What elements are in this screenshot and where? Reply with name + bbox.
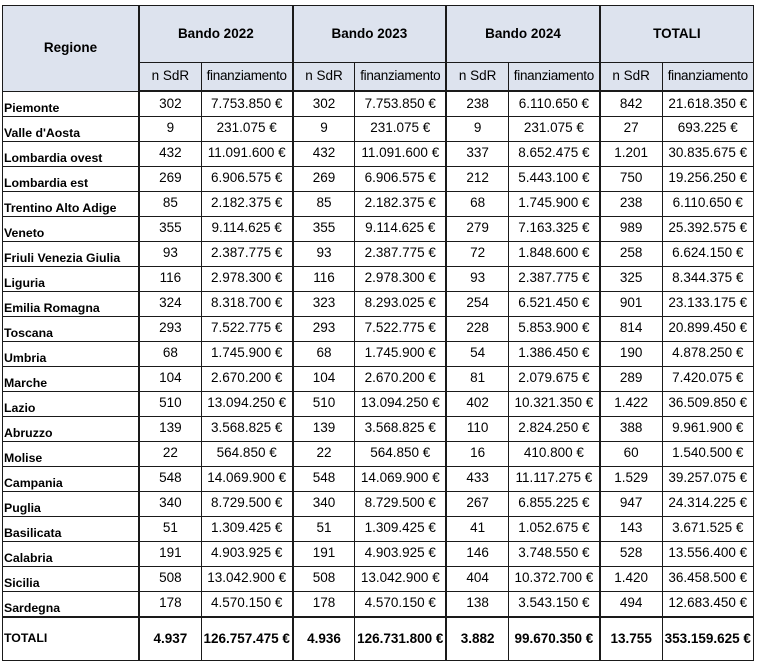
cell-n-sdr: 54 bbox=[446, 341, 508, 366]
cell-finanziamento: 4.570.150 € bbox=[201, 591, 292, 617]
cell-n-sdr: 508 bbox=[293, 566, 355, 591]
cell-n-sdr: 22 bbox=[293, 441, 355, 466]
region-name: Veneto bbox=[3, 216, 140, 241]
cell-n-sdr: 433 bbox=[446, 466, 508, 491]
cell-n-sdr: 72 bbox=[446, 241, 508, 266]
cell-n-sdr: 85 bbox=[293, 191, 355, 216]
subheader-finanziamento: finanziamento bbox=[662, 63, 753, 92]
region-name: Trentino Alto Adige bbox=[3, 191, 140, 216]
cell-finanziamento: 36.458.500 € bbox=[662, 566, 753, 591]
cell-finanziamento: 7.753.850 € bbox=[355, 91, 446, 116]
total-cell: 13.755 bbox=[600, 617, 662, 661]
cell-n-sdr: 355 bbox=[139, 216, 201, 241]
cell-n-sdr: 293 bbox=[139, 316, 201, 341]
table-row bbox=[3, 216, 754, 241]
cell-finanziamento: 6.110.650 € bbox=[662, 191, 753, 216]
cell-n-sdr: 191 bbox=[293, 541, 355, 566]
cell-n-sdr: 510 bbox=[139, 391, 201, 416]
cell-finanziamento: 11.117.275 € bbox=[508, 466, 599, 491]
subheader-finanziamento: finanziamento bbox=[355, 63, 446, 92]
cell-n-sdr: 508 bbox=[139, 566, 201, 591]
cell-n-sdr: 116 bbox=[293, 266, 355, 291]
subheader-finanziamento: finanziamento bbox=[201, 63, 292, 92]
region-name: Sardegna bbox=[3, 591, 140, 617]
cell-n-sdr: 404 bbox=[446, 566, 508, 591]
cell-n-sdr: 41 bbox=[446, 516, 508, 541]
cell-finanziamento: 1.745.900 € bbox=[508, 191, 599, 216]
cell-finanziamento: 6.906.575 € bbox=[355, 166, 446, 191]
cell-n-sdr: 85 bbox=[139, 191, 201, 216]
cell-finanziamento: 14.069.900 € bbox=[201, 466, 292, 491]
region-name: Lombardia ovest bbox=[3, 141, 140, 166]
cell-finanziamento: 3.543.150 € bbox=[508, 591, 599, 617]
cell-finanziamento: 5.443.100 € bbox=[508, 166, 599, 191]
cell-n-sdr: 510 bbox=[293, 391, 355, 416]
region-name: Basilicata bbox=[3, 516, 140, 541]
cell-n-sdr: 9 bbox=[139, 116, 201, 141]
cell-n-sdr: 16 bbox=[446, 441, 508, 466]
table-row bbox=[3, 141, 754, 166]
cell-n-sdr: 191 bbox=[139, 541, 201, 566]
cell-n-sdr: 548 bbox=[293, 466, 355, 491]
cell-n-sdr: 279 bbox=[446, 216, 508, 241]
cell-n-sdr: 68 bbox=[293, 341, 355, 366]
cell-finanziamento: 19.256.250 € bbox=[662, 166, 753, 191]
table-row bbox=[3, 591, 754, 617]
cell-finanziamento: 13.042.900 € bbox=[201, 566, 292, 591]
table-row bbox=[3, 466, 754, 491]
cell-n-sdr: 51 bbox=[293, 516, 355, 541]
cell-n-sdr: 1.420 bbox=[600, 566, 662, 591]
cell-finanziamento: 1.540.500 € bbox=[662, 441, 753, 466]
cell-n-sdr: 432 bbox=[139, 141, 201, 166]
table-row bbox=[3, 416, 754, 441]
cell-n-sdr: 432 bbox=[293, 141, 355, 166]
cell-finanziamento: 6.110.650 € bbox=[508, 91, 599, 116]
cell-finanziamento: 5.853.900 € bbox=[508, 316, 599, 341]
subheader-n-sdr: n SdR bbox=[293, 63, 355, 92]
table-row bbox=[3, 316, 754, 341]
cell-n-sdr: 116 bbox=[139, 266, 201, 291]
region-name: Molise bbox=[3, 441, 140, 466]
total-cell: 99.670.350 € bbox=[508, 617, 599, 661]
cell-n-sdr: 269 bbox=[293, 166, 355, 191]
cell-finanziamento: 7.522.775 € bbox=[355, 316, 446, 341]
cell-n-sdr: 212 bbox=[446, 166, 508, 191]
totals-row bbox=[3, 617, 754, 661]
cell-n-sdr: 388 bbox=[600, 416, 662, 441]
cell-finanziamento: 1.848.600 € bbox=[508, 241, 599, 266]
cell-finanziamento: 3.671.525 € bbox=[662, 516, 753, 541]
region-name: Emilia Romagna bbox=[3, 291, 140, 316]
cell-n-sdr: 269 bbox=[139, 166, 201, 191]
cell-n-sdr: 81 bbox=[446, 366, 508, 391]
cell-n-sdr: 68 bbox=[446, 191, 508, 216]
cell-finanziamento: 4.903.925 € bbox=[355, 541, 446, 566]
cell-n-sdr: 178 bbox=[293, 591, 355, 617]
table-row bbox=[3, 341, 754, 366]
region-name: Liguria bbox=[3, 266, 140, 291]
table-body bbox=[3, 91, 754, 617]
cell-finanziamento: 13.556.400 € bbox=[662, 541, 753, 566]
totals-label: TOTALI bbox=[3, 617, 140, 661]
cell-n-sdr: 238 bbox=[446, 91, 508, 116]
cell-finanziamento: 2.670.200 € bbox=[201, 366, 292, 391]
header-bando-2024: Bando 2024 bbox=[446, 6, 600, 63]
cell-finanziamento: 8.293.025 € bbox=[355, 291, 446, 316]
table-row bbox=[3, 391, 754, 416]
total-cell: 3.882 bbox=[446, 617, 508, 661]
total-cell: 126.757.475 € bbox=[201, 617, 292, 661]
cell-finanziamento: 2.387.775 € bbox=[201, 241, 292, 266]
cell-n-sdr: 93 bbox=[139, 241, 201, 266]
cell-finanziamento: 20.899.450 € bbox=[662, 316, 753, 341]
subheader-finanziamento: finanziamento bbox=[508, 63, 599, 92]
cell-n-sdr: 355 bbox=[293, 216, 355, 241]
cell-finanziamento: 1.745.900 € bbox=[355, 341, 446, 366]
table-row bbox=[3, 166, 754, 191]
cell-finanziamento: 21.618.350 € bbox=[662, 91, 753, 116]
cell-n-sdr: 60 bbox=[600, 441, 662, 466]
cell-n-sdr: 289 bbox=[600, 366, 662, 391]
region-name: Abruzzo bbox=[3, 416, 140, 441]
cell-n-sdr: 323 bbox=[293, 291, 355, 316]
cell-n-sdr: 842 bbox=[600, 91, 662, 116]
cell-n-sdr: 750 bbox=[600, 166, 662, 191]
cell-n-sdr: 528 bbox=[600, 541, 662, 566]
cell-finanziamento: 6.624.150 € bbox=[662, 241, 753, 266]
cell-finanziamento: 1.309.425 € bbox=[201, 516, 292, 541]
cell-finanziamento: 2.079.675 € bbox=[508, 366, 599, 391]
table-row bbox=[3, 516, 754, 541]
total-cell: 126.731.800 € bbox=[355, 617, 446, 661]
total-cell: 4.936 bbox=[293, 617, 355, 661]
cell-n-sdr: 238 bbox=[600, 191, 662, 216]
cell-finanziamento: 6.521.450 € bbox=[508, 291, 599, 316]
cell-n-sdr: 340 bbox=[293, 491, 355, 516]
region-name: Umbria bbox=[3, 341, 140, 366]
table-row bbox=[3, 91, 754, 116]
cell-finanziamento: 11.091.600 € bbox=[355, 141, 446, 166]
cell-finanziamento: 9.114.625 € bbox=[201, 216, 292, 241]
cell-finanziamento: 36.509.850 € bbox=[662, 391, 753, 416]
cell-finanziamento: 564.850 € bbox=[201, 441, 292, 466]
cell-n-sdr: 138 bbox=[446, 591, 508, 617]
cell-finanziamento: 25.392.575 € bbox=[662, 216, 753, 241]
cell-finanziamento: 24.314.225 € bbox=[662, 491, 753, 516]
cell-n-sdr: 267 bbox=[446, 491, 508, 516]
header-bando-2022: Bando 2022 bbox=[139, 6, 293, 63]
cell-n-sdr: 104 bbox=[139, 366, 201, 391]
total-cell: 4.937 bbox=[139, 617, 201, 661]
region-name: Lombardia est bbox=[3, 166, 140, 191]
cell-finanziamento: 4.903.925 € bbox=[201, 541, 292, 566]
cell-finanziamento: 3.748.550 € bbox=[508, 541, 599, 566]
cell-n-sdr: 258 bbox=[600, 241, 662, 266]
region-name: Friuli Venezia Giulia bbox=[3, 241, 140, 266]
cell-finanziamento: 8.344.375 € bbox=[662, 266, 753, 291]
cell-finanziamento: 8.652.475 € bbox=[508, 141, 599, 166]
funding-table bbox=[2, 5, 754, 661]
table-row bbox=[3, 266, 754, 291]
cell-n-sdr: 402 bbox=[446, 391, 508, 416]
cell-n-sdr: 9 bbox=[293, 116, 355, 141]
cell-n-sdr: 325 bbox=[600, 266, 662, 291]
cell-n-sdr: 93 bbox=[446, 266, 508, 291]
cell-finanziamento: 23.133.175 € bbox=[662, 291, 753, 316]
cell-n-sdr: 146 bbox=[446, 541, 508, 566]
cell-finanziamento: 2.978.300 € bbox=[201, 266, 292, 291]
table-footer bbox=[3, 617, 754, 661]
subheader-n-sdr: n SdR bbox=[600, 63, 662, 92]
cell-n-sdr: 989 bbox=[600, 216, 662, 241]
header-bando-2023: Bando 2023 bbox=[293, 6, 447, 63]
cell-finanziamento: 1.745.900 € bbox=[201, 341, 292, 366]
cell-finanziamento: 10.321.350 € bbox=[508, 391, 599, 416]
region-name: Puglia bbox=[3, 491, 140, 516]
table-row bbox=[3, 541, 754, 566]
cell-n-sdr: 293 bbox=[293, 316, 355, 341]
cell-finanziamento: 4.570.150 € bbox=[355, 591, 446, 617]
cell-n-sdr: 93 bbox=[293, 241, 355, 266]
cell-n-sdr: 302 bbox=[139, 91, 201, 116]
subheader-n-sdr: n SdR bbox=[139, 63, 201, 92]
cell-finanziamento: 2.182.375 € bbox=[355, 191, 446, 216]
cell-finanziamento: 231.075 € bbox=[201, 116, 292, 141]
cell-finanziamento: 8.318.700 € bbox=[201, 291, 292, 316]
region-name: Calabria bbox=[3, 541, 140, 566]
region-name: Piemonte bbox=[3, 91, 140, 116]
cell-finanziamento: 2.387.775 € bbox=[355, 241, 446, 266]
cell-finanziamento: 2.670.200 € bbox=[355, 366, 446, 391]
cell-finanziamento: 7.420.075 € bbox=[662, 366, 753, 391]
cell-finanziamento: 11.091.600 € bbox=[201, 141, 292, 166]
cell-n-sdr: 190 bbox=[600, 341, 662, 366]
table-row bbox=[3, 491, 754, 516]
cell-finanziamento: 9.961.900 € bbox=[662, 416, 753, 441]
cell-finanziamento: 1.386.450 € bbox=[508, 341, 599, 366]
cell-finanziamento: 30.835.675 € bbox=[662, 141, 753, 166]
cell-finanziamento: 7.753.850 € bbox=[201, 91, 292, 116]
subheader-n-sdr: n SdR bbox=[446, 63, 508, 92]
cell-finanziamento: 13.042.900 € bbox=[355, 566, 446, 591]
header-regione: Regione bbox=[3, 6, 140, 92]
cell-finanziamento: 6.906.575 € bbox=[201, 166, 292, 191]
table-row bbox=[3, 566, 754, 591]
cell-n-sdr: 143 bbox=[600, 516, 662, 541]
cell-n-sdr: 22 bbox=[139, 441, 201, 466]
cell-finanziamento: 4.878.250 € bbox=[662, 341, 753, 366]
cell-finanziamento: 14.069.900 € bbox=[355, 466, 446, 491]
cell-n-sdr: 494 bbox=[600, 591, 662, 617]
table-header bbox=[3, 6, 754, 92]
cell-n-sdr: 1.201 bbox=[600, 141, 662, 166]
region-name: Valle d'Aosta bbox=[3, 116, 140, 141]
cell-finanziamento: 693.225 € bbox=[662, 116, 753, 141]
cell-finanziamento: 8.729.500 € bbox=[355, 491, 446, 516]
cell-finanziamento: 410.800 € bbox=[508, 441, 599, 466]
cell-finanziamento: 2.387.775 € bbox=[508, 266, 599, 291]
cell-finanziamento: 13.094.250 € bbox=[355, 391, 446, 416]
cell-finanziamento: 564.850 € bbox=[355, 441, 446, 466]
table-row bbox=[3, 366, 754, 391]
cell-n-sdr: 104 bbox=[293, 366, 355, 391]
cell-n-sdr: 228 bbox=[446, 316, 508, 341]
cell-finanziamento: 231.075 € bbox=[355, 116, 446, 141]
cell-n-sdr: 254 bbox=[446, 291, 508, 316]
cell-finanziamento: 3.568.825 € bbox=[201, 416, 292, 441]
cell-n-sdr: 947 bbox=[600, 491, 662, 516]
cell-finanziamento: 8.729.500 € bbox=[201, 491, 292, 516]
table-row bbox=[3, 116, 754, 141]
table-row bbox=[3, 291, 754, 316]
cell-finanziamento: 2.824.250 € bbox=[508, 416, 599, 441]
table-container bbox=[2, 5, 754, 661]
region-name: Marche bbox=[3, 366, 140, 391]
header-totali: TOTALI bbox=[600, 6, 754, 63]
region-name: Toscana bbox=[3, 316, 140, 341]
cell-finanziamento: 1.052.675 € bbox=[508, 516, 599, 541]
cell-finanziamento: 2.978.300 € bbox=[355, 266, 446, 291]
cell-finanziamento: 7.522.775 € bbox=[201, 316, 292, 341]
cell-n-sdr: 27 bbox=[600, 116, 662, 141]
cell-finanziamento: 9.114.625 € bbox=[355, 216, 446, 241]
cell-n-sdr: 139 bbox=[139, 416, 201, 441]
cell-finanziamento: 12.683.450 € bbox=[662, 591, 753, 617]
table-row bbox=[3, 191, 754, 216]
cell-finanziamento: 13.094.250 € bbox=[201, 391, 292, 416]
cell-n-sdr: 324 bbox=[139, 291, 201, 316]
cell-finanziamento: 1.309.425 € bbox=[355, 516, 446, 541]
cell-n-sdr: 110 bbox=[446, 416, 508, 441]
table-row bbox=[3, 441, 754, 466]
cell-n-sdr: 51 bbox=[139, 516, 201, 541]
cell-finanziamento: 39.257.075 € bbox=[662, 466, 753, 491]
cell-finanziamento: 6.855.225 € bbox=[508, 491, 599, 516]
cell-n-sdr: 68 bbox=[139, 341, 201, 366]
cell-n-sdr: 139 bbox=[293, 416, 355, 441]
region-name: Lazio bbox=[3, 391, 140, 416]
cell-finanziamento: 10.372.700 € bbox=[508, 566, 599, 591]
cell-n-sdr: 302 bbox=[293, 91, 355, 116]
cell-finanziamento: 7.163.325 € bbox=[508, 216, 599, 241]
cell-n-sdr: 814 bbox=[600, 316, 662, 341]
cell-n-sdr: 9 bbox=[446, 116, 508, 141]
cell-n-sdr: 901 bbox=[600, 291, 662, 316]
region-name: Campania bbox=[3, 466, 140, 491]
cell-n-sdr: 340 bbox=[139, 491, 201, 516]
cell-n-sdr: 178 bbox=[139, 591, 201, 617]
cell-finanziamento: 2.182.375 € bbox=[201, 191, 292, 216]
cell-n-sdr: 1.422 bbox=[600, 391, 662, 416]
cell-finanziamento: 3.568.825 € bbox=[355, 416, 446, 441]
cell-finanziamento: 231.075 € bbox=[508, 116, 599, 141]
total-cell: 353.159.625 € bbox=[662, 617, 753, 661]
cell-n-sdr: 337 bbox=[446, 141, 508, 166]
region-name: Sicilia bbox=[3, 566, 140, 591]
cell-n-sdr: 548 bbox=[139, 466, 201, 491]
cell-n-sdr: 1.529 bbox=[600, 466, 662, 491]
table-row bbox=[3, 241, 754, 266]
